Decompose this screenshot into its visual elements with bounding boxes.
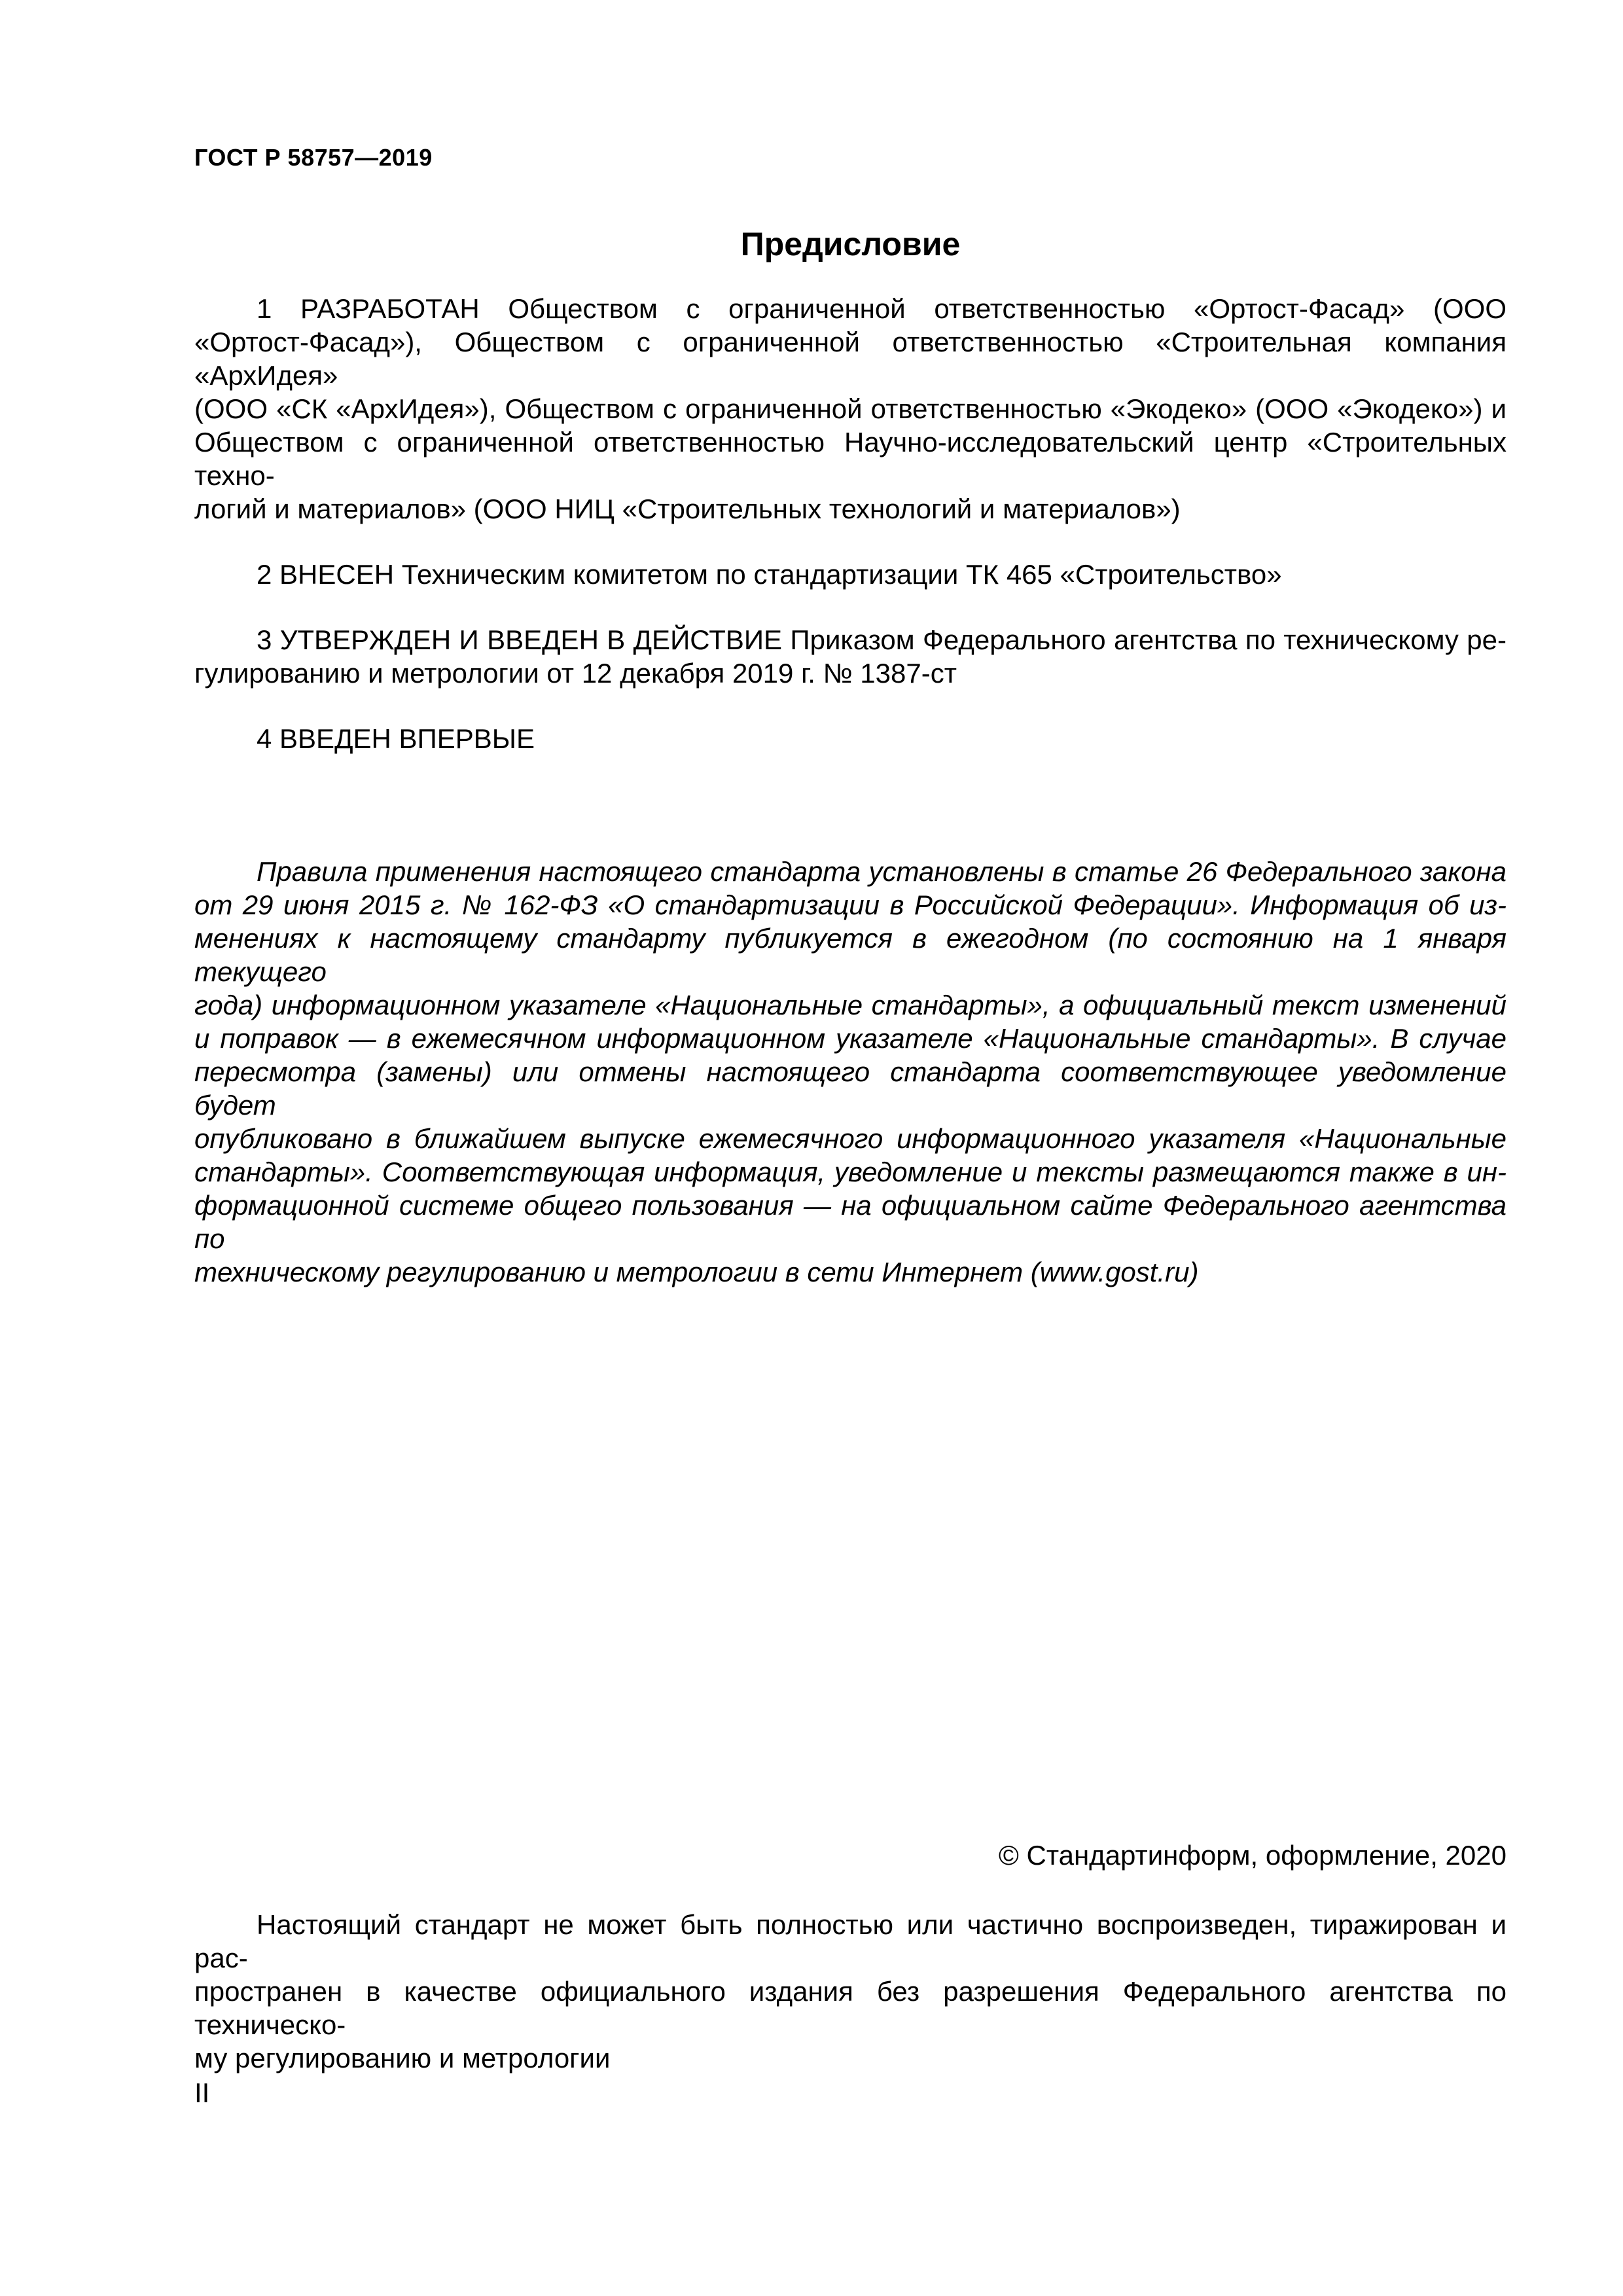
paragraph-line: и поправок — в ежемесячном информационном указателе «Национальные стандарты». В случае [194,1023,1507,1054]
paragraph-line: 3 УТВЕРЖДЕН И ВВЕДЕН В ДЕЙСТВИЕ Приказом Федерального агентства по техническому ре- [257,624,1507,655]
paragraph-line: 2 ВНЕСЕН Техническим комитетом по стандартизации ТК 465 «Строительство» [257,559,1282,590]
paragraph-line: логий и материалов» (ООО НИЦ «Строительных технологий и материалов») [194,493,1181,524]
paragraph-line: стандарты». Соответствующая информация, уведомление и тексты размещаются также в ин- [194,1157,1507,1187]
paragraph-line: пересмотра (замены) или отмены настоящего стандарта соответствующее уведомление будет [194,1056,1507,1121]
paragraph-application-rules [194,855,1507,1289]
standard-designation: ГОСТ Р 58757—2019 [194,144,433,171]
paragraph-line: 1 РАЗРАБОТАН Обществом с ограниченной ответственностью «Ортост-Фасад» (ООО [257,293,1507,324]
paragraph-line: от 29 июня 2015 г. № 162-ФЗ «О стандартизации в Российской Федерации». Информация об из- [194,889,1507,920]
paragraph-line: (ООО «СК «АрхИдея»), Обществом с ограниченной ответственностью «Экодеко» (ООО «Экодеко») и [194,393,1507,424]
paragraph-line: опубликовано в ближайшем выпуске ежемесячного информационного указателя «Национальные [194,1123,1507,1154]
paragraph-line: формационной системе общего пользования — на официальном сайте Федерального агентства по [194,1190,1507,1254]
reproduction-restriction-note [194,1908,1507,2075]
paragraph-submitted [194,558,1507,591]
page-title: Предисловие [740,226,961,262]
paragraph-line: Настоящий стандарт не может быть полностью или частично воспроизведен, тиражирован и рас- [194,1909,1507,1973]
paragraph-line: му регулированию и метрологии [194,2043,611,2073]
page-number: II [194,2077,210,2108]
paragraph-line: «Ортост-Фасад»), Обществом с ограниченной ответственностью «Строительная компания «АрхИдея» [194,327,1507,391]
paragraph-line: пространен в качестве официального издания без разрешения Федерального агентства по техническо- [194,1976,1507,2040]
paragraph-introduced [194,722,1507,755]
paragraph-line: гулированию и метрологии от 12 декабря 2019 г. № 1387-ст [194,658,957,689]
paragraph-line: Правила применения настоящего стандарта установлены в статье 26 Федерального закона [257,856,1507,887]
paragraph-line: Обществом с ограниченной ответственностью Научно-исследовательский центр «Строительных техно- [194,427,1507,491]
paragraph-developed [194,292,1507,526]
paragraph-line: 4 ВВЕДЕН ВПЕРВЫЕ [257,723,535,754]
copyright-notice: © Стандартинформ, оформление, 2020 [998,1840,1507,1871]
paragraph-line: менениях к настоящему стандарту публикуется в ежегодном (по состоянию на 1 января текущего [194,923,1507,987]
blank-space [194,1289,1507,1839]
foreword-paragraphs [194,292,1507,1289]
paragraph-approved [194,623,1507,690]
paragraph-line: техническому регулированию и метрологии в сети Интернет (www.gost.ru) [194,1257,1199,1287]
paragraph-line: года) информационном указателе «Национальные стандарты», а официальный текст изменений [194,990,1507,1020]
